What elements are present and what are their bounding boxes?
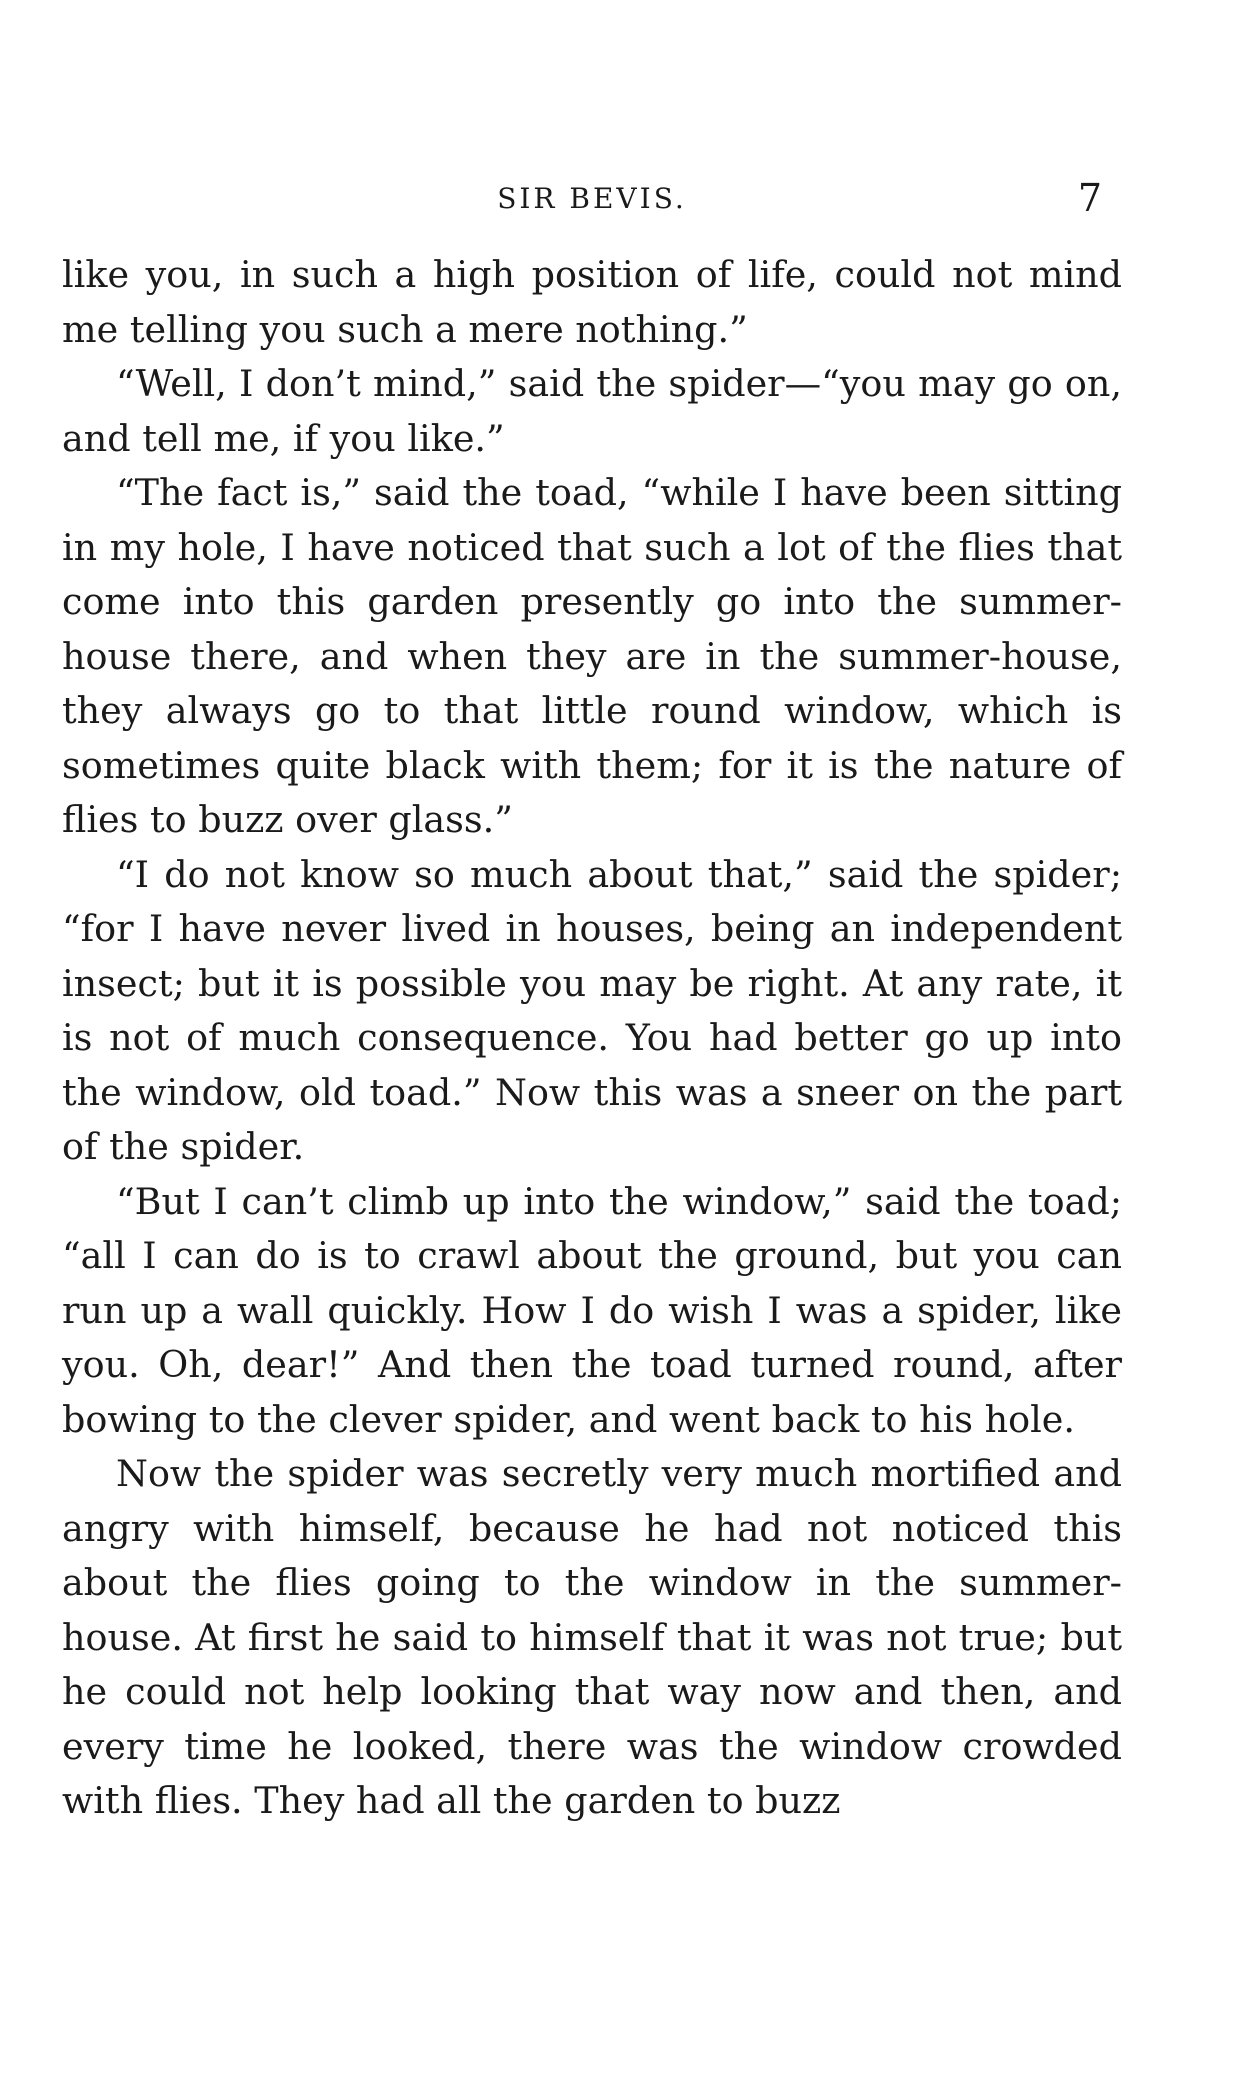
body-text [62,248,1122,1829]
running-head [62,176,1122,226]
paragraph: “But I can’t climb up into the window,” said the toad; “all I can do is to crawl about the ground, but you can run up a wall quickly. How I do wish I was a spider, like you. Oh, dear!” And then the toad turned round, after bowing to the clever spider, and went back to his hole. [62,1179,1122,1441]
page-number: 7 [1077,176,1102,220]
paragraph: “The fact is,” said the toad, “while I have been sitting in my hole, I have noticed that such a lot of the flies that come into this garden presently go into the summer-house there, and when they are in the summer-house, they always go to that little round window, which is sometimes quite black with them; for it is the nature of flies to buzz over glass.” [62,471,1122,841]
paragraph: “I do not know so much about that,” said the spider; “for I have never lived in houses, being an independent insect; but it is possible you may be right. At any rate, it is not of much consequence. You had better go up into the window, old toad.” Now this was a sneer on the part of the spider. [62,852,1122,1168]
paragraph: Now the spider was secretly very much mortified and angry with himself, because he had not noticed this about the flies going to the window in the summer-house. At first he said to himself that it was not true; but he could not help looking that way now and then, and every time he looked, there was the window crowded with flies. They had all the garden to buzz [62,1452,1122,1822]
book-page [62,176,1122,1829]
paragraph: “Well, I don’t mind,” said the spider—“you may go on, and tell me, if you like.” [62,362,1122,460]
paragraph-continuation: like you, in such a high position of life, could not mind me telling you such a mere nothing.” [62,253,1122,351]
running-title: SIR BEVIS. [497,182,687,215]
